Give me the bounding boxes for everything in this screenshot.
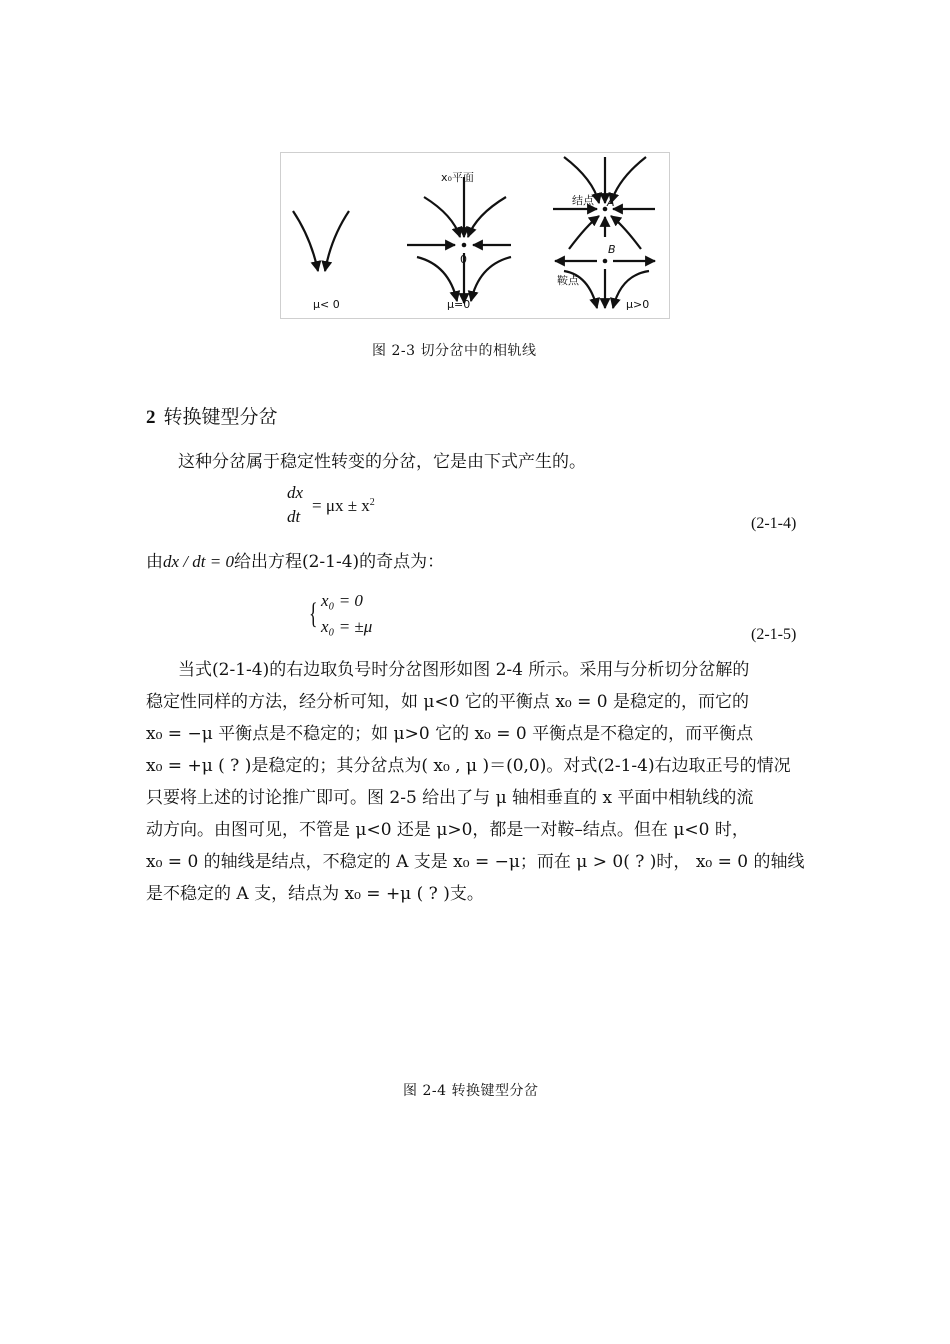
mu-negative-label: μ< 0: [313, 298, 340, 311]
mu-zero-label: μ=0: [447, 298, 471, 311]
singular-point-line: [146, 546, 444, 578]
origin-label: 0: [460, 253, 467, 266]
paragraph-line: x₀ = +μ ( ? )是稳定的；其分岔点为( x₀ , μ )＝(0,0)。对式(2-1-4)右边取正号的情况: [146, 756, 791, 776]
paragraph-line: 当式(2-1-4)的右边取负号时分岔图形如图 2-4 所示。采用与分析切分岔解的: [178, 660, 750, 680]
eq2-line2: x₀ = ±μ: [321, 617, 373, 636]
eq2-line1: x₀ = 0: [321, 591, 363, 610]
eq2-brace: {: [309, 597, 318, 630]
section-number: 2: [146, 407, 156, 428]
mu-positive-label: μ>0: [626, 298, 650, 311]
point-a-label: A: [607, 196, 615, 209]
x0-plane-label: x₀平面: [441, 171, 474, 184]
point-b-label: B: [608, 243, 616, 256]
eq1-power: 2: [369, 497, 375, 508]
eq1-rhs: [312, 496, 375, 516]
figure-2-3-caption: 图 2-3 切分岔中的相轨线: [372, 343, 537, 359]
saddle-label: 鞍点: [557, 274, 579, 287]
section-heading: [146, 402, 278, 429]
paragraph-line: 动方向。由图可见，不管是 μ<0 还是 μ>0，都是一对鞍–结点。但在 μ<0 时，: [146, 820, 749, 840]
paragraph-line: 是不稳定的 A 支，结点为 x₀ = +μ ( ? )支。: [146, 884, 484, 904]
figure-2-3: [280, 152, 670, 319]
eq1-denominator: dt: [287, 507, 301, 526]
paragraph-line: x₀ = −μ 平衡点是不稳定的；如 μ>0 它的 x₀ = 0 平衡点是不稳定的，而平衡点: [146, 724, 754, 744]
paragraph-line: 稳定性同样的方法，经分析可知，如 μ<0 它的平衡点 x₀ = 0 是稳定的，而它的: [146, 692, 749, 712]
eq1-rhs-text: = μx ± x: [312, 496, 370, 515]
saddle-point-b: [603, 259, 608, 264]
paragraph-line: x₀ = 0 的轴线是结点，不稳定的 A 支是 x₀ = −μ；而在 μ > 0( ? )时， x₀ = 0 的轴线: [146, 852, 805, 872]
intro-sentence: 这种分岔属于稳定性转变的分岔，它是由下式产生的。: [178, 452, 586, 472]
origin-point: [462, 243, 467, 248]
singular-expr: dx / dt = 0: [163, 552, 234, 571]
figure-2-4-caption: 图 2-4 转换键型分岔: [403, 1083, 539, 1099]
body-paragraph: [146, 654, 806, 910]
singular-suffix: 给出方程(2-1-4)的奇点为：: [233, 552, 445, 572]
node-label: 结点: [572, 194, 594, 207]
panel-mu-negative: [293, 211, 349, 271]
eq2-number: (2-1-5): [751, 626, 797, 643]
singular-prefix: 由: [146, 552, 163, 572]
panel-mu-zero: [407, 177, 511, 303]
section-title: 转换键型分岔: [163, 406, 278, 428]
phase-portrait-diagram: [281, 153, 671, 320]
eq1-numerator: dx: [287, 483, 304, 502]
paragraph-line: 只要将上述的讨论推广即可。图 2-5 给出了与 μ 轴相垂直的 x 平面中相轨线的流: [146, 788, 754, 808]
eq1-number: (2-1-4): [751, 515, 797, 532]
